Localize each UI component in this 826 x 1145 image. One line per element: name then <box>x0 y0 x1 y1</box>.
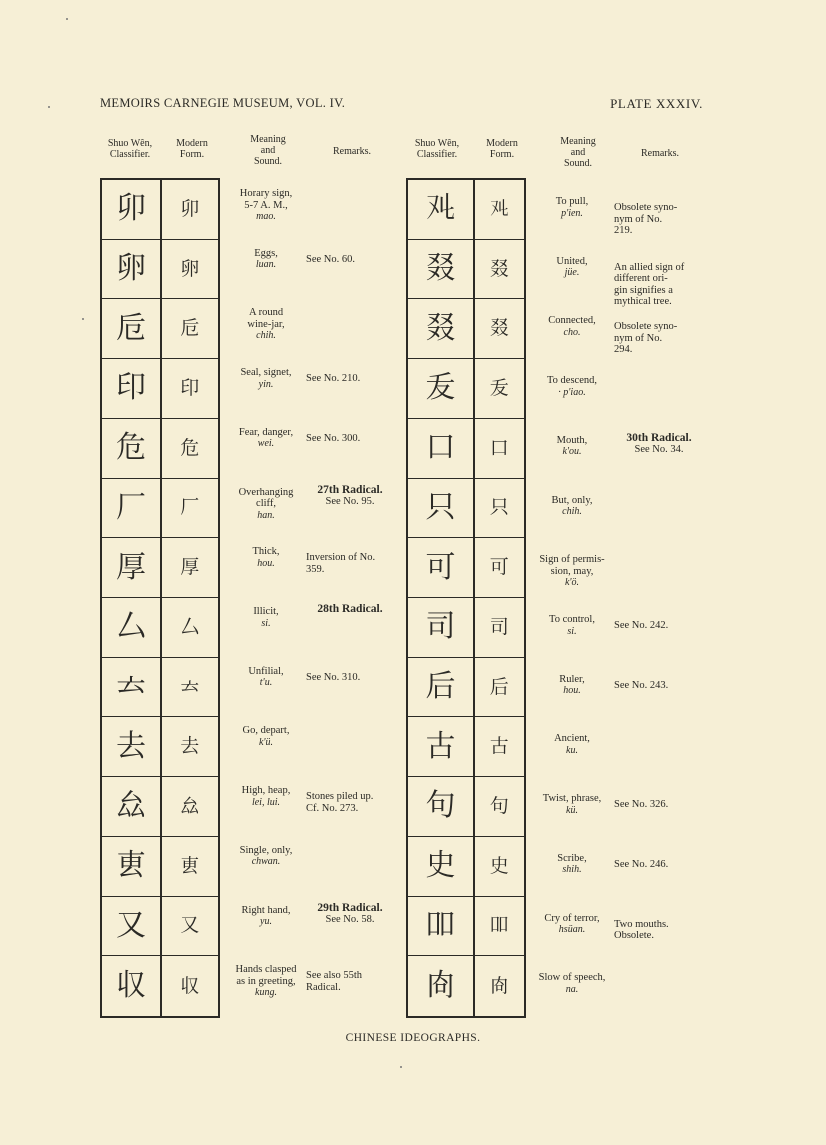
modern-form-cell <box>475 479 525 539</box>
classifier-cell <box>408 538 473 598</box>
remark <box>306 791 394 814</box>
meaning-text: Single, only, <box>239 844 293 856</box>
sound-text: jüe. <box>564 267 580 279</box>
right-col-header-modern: Modern Form. <box>486 138 518 160</box>
meaning-and-sound <box>532 196 612 219</box>
remark <box>614 859 704 871</box>
sound-text: lei, lui. <box>251 796 281 808</box>
seal-character: 収 <box>116 968 146 1004</box>
classifier-cell <box>102 299 160 359</box>
sound-text: si. <box>567 625 577 637</box>
meaning-and-sound <box>532 853 612 876</box>
meaning-and-sound <box>532 256 612 279</box>
meaning-text: Horary sign, 5-7 A. M., <box>239 188 293 211</box>
modern-form-cell <box>162 240 219 300</box>
classifier-cell <box>102 538 160 598</box>
modern-character: 卵 <box>180 257 200 280</box>
right-character-grid <box>406 178 526 1018</box>
meaning-text: Ruler, <box>559 673 585 685</box>
sound-text: han. <box>257 509 275 521</box>
meaning-and-sound <box>228 546 304 569</box>
sound-text: chwan. <box>251 856 281 868</box>
modern-character: 㕯 <box>489 974 509 997</box>
meaning-and-sound <box>532 972 612 995</box>
classifier-cell <box>102 180 160 240</box>
sound-text: na. <box>565 983 579 995</box>
seal-character: 危 <box>116 430 146 466</box>
meaning-text: To pull, <box>555 196 589 207</box>
modern-character: 厽 <box>180 794 200 817</box>
remark <box>306 672 394 684</box>
seal-character: 厚 <box>116 549 146 585</box>
classifier-cell <box>102 717 160 777</box>
sound-text: cho. <box>563 326 581 338</box>
meaning-and-sound <box>532 554 612 589</box>
meaning-text: Twist, phrase, <box>542 793 602 805</box>
sound-text: p'ien. <box>561 207 583 219</box>
meaning-and-sound <box>228 367 304 390</box>
remark-text: See No. 210. <box>306 373 361 385</box>
seal-character: 后 <box>425 669 456 705</box>
classifier-cell <box>102 359 160 419</box>
meaning-text: Hands clasped as in greeting, <box>235 964 297 987</box>
remark-text: See No. 95. <box>325 496 375 508</box>
remark <box>306 433 394 445</box>
meaning-and-sound <box>228 905 304 928</box>
modern-character: 可 <box>489 556 509 579</box>
seal-character: 史 <box>425 848 456 884</box>
modern-form-cell <box>475 299 525 359</box>
modern-form-cell <box>475 240 525 300</box>
classifier-cell <box>408 419 473 479</box>
remark <box>306 604 394 616</box>
remark <box>614 262 704 308</box>
meaning-text: Sign of permis- sion, may, <box>539 554 605 577</box>
meaning-text: To control, <box>549 614 595 625</box>
modern-form-cell <box>162 717 219 777</box>
modern-form-cell <box>475 180 525 240</box>
seal-character: 厂 <box>116 489 146 525</box>
meaning-and-sound <box>532 435 612 458</box>
classifier-cell <box>408 479 473 539</box>
remark-text: See No. 310. <box>306 671 361 683</box>
seal-character: 𠫓 <box>116 669 146 705</box>
right-col-header-meaning: Meaning and Sound. <box>560 136 596 169</box>
remark <box>614 799 704 811</box>
left-col-header-modern: Modern Form. <box>176 138 208 160</box>
meaning-text: Thick, <box>252 546 280 558</box>
plate-caption: CHINESE IDEOGRAPHS. <box>345 1032 481 1044</box>
seal-character: 叀 <box>116 848 146 884</box>
remark-text: See No. 34. <box>634 444 684 456</box>
remark <box>306 970 394 993</box>
sound-text: hou. <box>563 685 581 697</box>
modern-character: 収 <box>180 974 200 997</box>
modern-form-cell <box>162 299 219 359</box>
meaning-text: Unfilial, <box>248 665 284 677</box>
meaning-and-sound <box>532 495 612 518</box>
modern-character: 只 <box>489 496 509 519</box>
modern-form-cell <box>475 837 525 897</box>
sound-text: k'ö. <box>564 577 580 589</box>
meaning-text: Seal, signet, <box>240 367 292 379</box>
right-col-header-shuowen: Shuo Wên, Classifier. <box>414 138 460 160</box>
remark-text: See also 55th Radical. <box>306 970 362 993</box>
modern-form-cell <box>162 956 219 1016</box>
seal-character: 吅 <box>425 907 456 943</box>
modern-character: 卮 <box>180 317 200 340</box>
classifier-cell <box>408 658 473 718</box>
seal-character: 𠬜 <box>425 191 456 227</box>
remark <box>614 202 704 237</box>
seal-character: 司 <box>425 609 456 645</box>
radical-label: 30th Radical. <box>626 431 692 444</box>
seal-character: 叕 <box>425 310 456 346</box>
meaning-text: Connected, <box>548 315 596 327</box>
seal-character: 卯 <box>116 191 146 227</box>
remark-text: See No. 243. <box>614 679 669 691</box>
modern-character: 厂 <box>180 496 200 519</box>
meaning-and-sound <box>532 674 612 697</box>
modern-character: 危 <box>180 436 200 459</box>
modern-form-cell <box>162 359 219 419</box>
classifier-cell <box>408 299 473 359</box>
remark <box>306 903 394 926</box>
modern-form-cell <box>475 897 525 957</box>
meaning-and-sound <box>532 793 612 816</box>
sound-text: t'u. <box>259 677 273 689</box>
seal-character: 叐 <box>425 370 456 406</box>
modern-character: 叕 <box>489 317 509 340</box>
modern-character: 叐 <box>489 376 509 399</box>
remark <box>614 680 704 692</box>
classifier-cell <box>408 837 473 897</box>
remark <box>614 620 704 632</box>
sound-text: yu. <box>260 916 272 928</box>
sound-text: k'ü. <box>258 736 274 748</box>
seal-character: 卵 <box>116 251 146 287</box>
paper-speck <box>82 318 84 320</box>
sound-text: k'ou. <box>562 446 582 458</box>
meaning-and-sound <box>532 375 612 398</box>
seal-character: 可 <box>425 549 456 585</box>
remark-text: Stones piled up. Cf. No. 273. <box>306 791 374 814</box>
classifier-cell <box>408 777 473 837</box>
seal-character: 㕯 <box>425 968 456 1004</box>
meaning-and-sound <box>532 733 612 756</box>
modern-character: 𠫓 <box>180 675 200 698</box>
meaning-and-sound <box>228 785 304 808</box>
meaning-and-sound <box>228 606 304 629</box>
modern-form-cell <box>475 598 525 658</box>
modern-form-cell <box>162 419 219 479</box>
modern-character: 又 <box>180 914 200 937</box>
meaning-and-sound <box>228 188 304 223</box>
sound-text: chih. <box>256 330 276 342</box>
remark-text: Obsolete syno- nym of No. 294. <box>614 321 678 356</box>
sound-text: shih. <box>562 864 582 876</box>
seal-character: 叕 <box>425 251 456 287</box>
meaning-text: Scribe, <box>557 852 587 864</box>
modern-form-cell <box>162 897 219 957</box>
modern-character: 印 <box>180 376 200 399</box>
remark <box>306 485 394 508</box>
meaning-text: Ancient, <box>554 733 590 745</box>
meaning-and-sound <box>228 307 304 342</box>
paper-speck <box>66 18 68 20</box>
right-col-header-remarks: Remarks. <box>640 148 680 159</box>
classifier-cell <box>408 359 473 419</box>
classifier-cell <box>102 598 160 658</box>
remark <box>614 433 704 456</box>
meaning-text: Go, depart, <box>242 725 290 737</box>
meaning-text: Right hand, <box>241 904 291 916</box>
modern-form-cell <box>162 538 219 598</box>
sound-text: kü. <box>566 804 578 816</box>
modern-form-cell <box>162 598 219 658</box>
meaning-text: Mouth, <box>556 434 588 446</box>
remark <box>306 373 394 385</box>
modern-character: 𠬜 <box>489 197 509 220</box>
meaning-and-sound <box>228 666 304 689</box>
meaning-and-sound <box>532 913 612 936</box>
paper-speck <box>48 106 50 108</box>
sound-text: hsüan. <box>558 924 586 936</box>
sound-text: mao. <box>256 211 276 222</box>
sound-text: si. <box>261 617 271 629</box>
modern-character: 司 <box>489 615 509 638</box>
modern-form-cell <box>475 359 525 419</box>
classifier-cell <box>408 180 473 240</box>
sound-text: kung. <box>255 987 277 999</box>
seal-character: 口 <box>425 430 456 466</box>
sound-text: wei. <box>257 438 275 450</box>
modern-form-cell <box>475 717 525 777</box>
remark-text: See No. 246. <box>614 858 669 870</box>
sound-text: luan. <box>255 259 277 271</box>
classifier-cell <box>408 897 473 957</box>
meaning-text: United, <box>556 255 588 267</box>
remark <box>306 552 394 575</box>
remark-text: An allied sign of different ori- gin signifies a mythical tree. <box>614 261 685 308</box>
meaning-text: Illicit, <box>253 606 279 617</box>
remark-text: See No. 300. <box>306 432 361 444</box>
remark <box>306 254 394 266</box>
modern-character: 去 <box>180 735 200 758</box>
left-character-grid <box>100 178 220 1018</box>
paper-speck <box>400 1066 402 1068</box>
meaning-and-sound <box>228 427 304 450</box>
meaning-text: To descend, <box>547 375 597 387</box>
modern-character: 叕 <box>489 257 509 280</box>
modern-character: 后 <box>489 675 509 698</box>
meaning-text: Overhanging cliff, <box>238 486 294 510</box>
classifier-cell <box>408 598 473 658</box>
meaning-and-sound <box>532 614 612 637</box>
radical-label: 28th Radical. <box>317 603 383 615</box>
modern-character: 史 <box>489 854 509 877</box>
meaning-text: High, heap, <box>241 785 291 797</box>
seal-character: 又 <box>116 907 146 943</box>
classifier-cell <box>408 956 473 1016</box>
classifier-cell <box>102 777 160 837</box>
remark <box>614 919 704 942</box>
modern-form-cell <box>475 956 525 1016</box>
seal-character: 卮 <box>116 310 146 346</box>
remark-text: See No. 58. <box>325 914 375 926</box>
classifier-cell <box>408 717 473 777</box>
classifier-cell <box>102 479 160 539</box>
sound-text: chih. <box>562 506 582 518</box>
classifier-cell <box>102 837 160 897</box>
left-col-header-meaning: Meaning and Sound. <box>250 134 286 167</box>
remark-text: Two mouths. Obsolete. <box>614 918 669 942</box>
seal-character: 句 <box>425 788 456 824</box>
sound-text: hou. <box>257 557 275 569</box>
modern-form-cell <box>475 777 525 837</box>
classifier-cell <box>102 897 160 957</box>
meaning-text: Slow of speech, <box>538 972 606 984</box>
radical-label: 29th Radical. <box>317 901 383 914</box>
page-header-left: MEMOIRS CARNEGIE MUSEUM, VOL. IV. <box>100 96 346 110</box>
remark-text: See No. 326. <box>614 799 669 811</box>
seal-character: 去 <box>116 728 146 764</box>
classifier-cell <box>102 658 160 718</box>
modern-character: 厚 <box>180 556 200 579</box>
modern-form-cell <box>162 837 219 897</box>
meaning-and-sound <box>228 248 304 271</box>
sound-text: · p'iao. <box>558 386 586 398</box>
remark-text: See No. 60. <box>306 253 355 265</box>
meaning-text: Fear, danger, <box>238 426 294 438</box>
seal-character: 古 <box>425 728 456 764</box>
modern-form-cell <box>162 777 219 837</box>
left-col-header-shuowen: Shuo Wên, Classifier. <box>107 138 153 160</box>
meaning-and-sound <box>228 487 304 522</box>
modern-character: 卯 <box>180 197 200 220</box>
meaning-text: A round wine-jar, <box>247 307 285 330</box>
sound-text: ku. <box>566 744 578 756</box>
meaning-text: But, only, <box>551 494 593 506</box>
modern-form-cell <box>475 538 525 598</box>
left-col-header-remarks: Remarks. <box>332 146 372 157</box>
modern-form-cell <box>162 658 219 718</box>
remark <box>614 321 704 356</box>
meaning-and-sound <box>228 964 304 999</box>
seal-character: 厽 <box>116 788 146 824</box>
meaning-and-sound <box>228 725 304 748</box>
sound-text: yin. <box>258 378 274 390</box>
seal-character: 只 <box>425 489 456 525</box>
modern-form-cell <box>162 180 219 240</box>
seal-character: 厶 <box>116 609 146 645</box>
modern-character: 叀 <box>180 854 200 877</box>
meaning-text: Cry of terror, <box>544 912 600 924</box>
seal-character: 印 <box>116 370 146 406</box>
meaning-and-sound <box>532 315 612 338</box>
modern-character: 厶 <box>180 615 200 638</box>
classifier-cell <box>102 419 160 479</box>
modern-character: 口 <box>489 436 509 459</box>
meaning-and-sound <box>228 845 304 868</box>
modern-character: 句 <box>489 794 509 817</box>
radical-label: 27th Radical. <box>317 483 383 496</box>
modern-character: 古 <box>489 735 509 758</box>
classifier-cell <box>102 240 160 300</box>
meaning-text: Eggs, <box>254 247 278 259</box>
remark-text: See No. 242. <box>614 620 669 631</box>
modern-character: 吅 <box>489 914 509 937</box>
modern-form-cell <box>162 479 219 539</box>
modern-form-cell <box>475 658 525 718</box>
classifier-cell <box>102 956 160 1016</box>
remark-text: Obsolete syno- nym of No. 219. <box>614 202 678 236</box>
remark-text: Inversion of No. 359. <box>306 552 376 575</box>
classifier-cell <box>408 240 473 300</box>
modern-form-cell <box>475 419 525 479</box>
page-header-right: PLATE XXXIV. <box>610 96 703 111</box>
